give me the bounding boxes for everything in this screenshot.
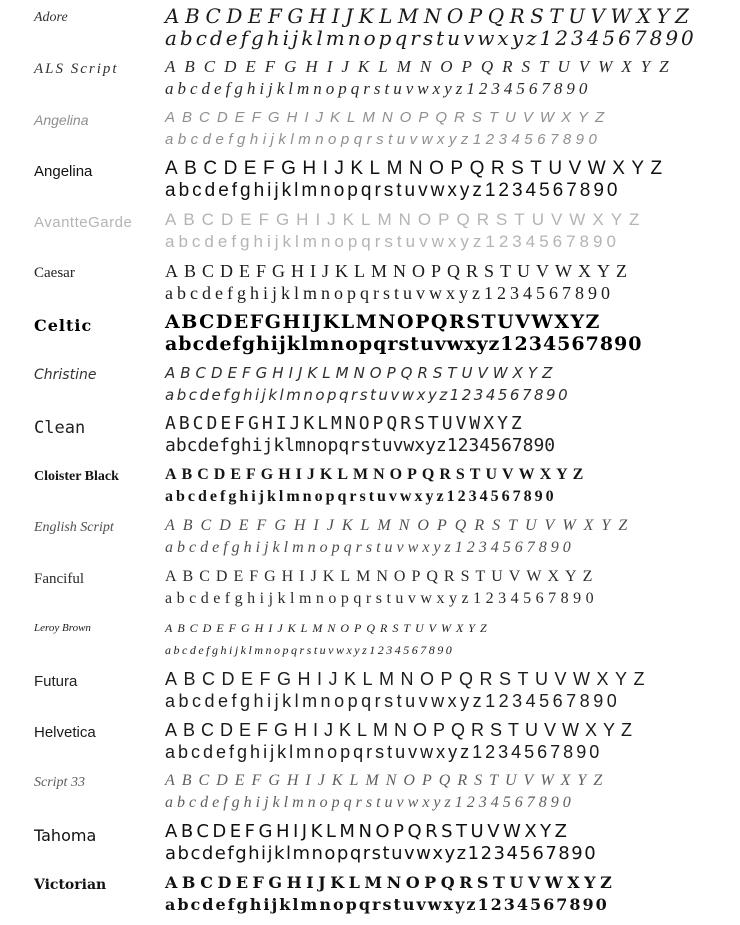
font-name: Adore <box>34 10 68 25</box>
font-sample <box>165 209 740 253</box>
lowercase-digits-sample: abcdefghijklmnopqrstuvwxyz1234567890 <box>165 643 455 657</box>
lowercase-digits-sample: abcdefghijklmnopqrstuvwxyz1234567890 <box>165 232 620 251</box>
uppercase-sample: ABCDEFGHIJKLMNOPQRSTUVWXYZ <box>165 821 571 842</box>
font-name: Helvetica <box>34 724 96 741</box>
uppercase-sample: ABCDEFGHIJKLMNOPQRSTUVWXYZ <box>165 466 589 483</box>
lowercase-digits-sample: abcdefghijklmnopqrstuvwxyz1234567890 <box>165 488 557 505</box>
font-row-caesar <box>0 260 740 311</box>
font-name: Angelina <box>34 163 93 180</box>
uppercase-sample: ABCDEFGHIJKLMNOPQRSTUVWXYZ <box>165 413 525 434</box>
lowercase-digits-sample: abcdefghijklmnopqrstuvwxyz1234567890 <box>165 180 621 201</box>
lowercase-digits-sample: abcdefghijklmnopqrstuvwxyz1234567890 <box>165 843 598 864</box>
font-row-tahoma <box>0 821 740 872</box>
uppercase-sample: ABCDEFGHIJKLMNOPQRSTUVWXYZ <box>165 261 634 281</box>
lowercase-digits-sample: abcdefghijklmnopqrstuvwxyz1234567890 <box>165 691 621 711</box>
font-row-christine <box>0 362 740 413</box>
lowercase-digits-sample: abcdefghijklmnopqrstuvwxyz1234567890 <box>165 895 609 914</box>
font-row-adore <box>0 5 740 56</box>
font-sample <box>165 872 740 916</box>
uppercase-sample: ABCDEFGHIJKLMNOPQRSTUVWXYZ <box>165 568 599 585</box>
font-row-clean <box>0 413 740 464</box>
font-sample <box>165 5 740 49</box>
font-row-helvetica <box>0 719 740 770</box>
font-row-fanciful <box>0 566 740 617</box>
font-name: Celtic <box>34 316 93 335</box>
uppercase-sample: ABCDEFGHIJKLMNOPQRSTUVWXYZ <box>165 311 601 333</box>
font-sample <box>165 719 740 763</box>
uppercase-sample: ABCDEFGHIJKLMNOPQRSTUVWXYZ <box>165 772 610 789</box>
uppercase-sample: ABCDEFGHIJKLMNOPQRSTUVWXYZ <box>165 210 647 229</box>
lowercase-digits-sample: abcdefghijklmnopqrstuvwxyz1234567890 <box>165 794 575 811</box>
lowercase-digits-sample: abcdefghijklmnopqrstuvwxyz1234567890 <box>165 283 614 303</box>
uppercase-sample: ABCDEFGHIJKLMNOPQRSTUVWXYZ <box>165 109 612 126</box>
font-name: Leroy Brown <box>34 622 91 634</box>
font-name: Tahoma <box>34 826 97 845</box>
lowercase-digits-sample: abcdefghijklmnopqrstuvwxyz1234567890 <box>165 590 599 607</box>
font-sample <box>165 515 740 559</box>
uppercase-sample: ABCDEFGHIJKLMNOPQRSTUVWXYZ <box>165 158 669 179</box>
font-row-angelina-script <box>0 107 740 158</box>
uppercase-sample: ABCDEFGHIJKLMNOPQRSTUVWXYZ <box>165 720 639 740</box>
font-sample <box>165 260 740 304</box>
font-sample <box>165 566 740 610</box>
font-sample <box>165 617 740 661</box>
font-name: Futura <box>34 673 78 690</box>
font-row-victorian <box>0 872 740 923</box>
lowercase-digits-sample: abcdefghijklmnopqrstuvwxyz1234567890 <box>165 26 697 50</box>
font-sample <box>165 668 740 712</box>
font-sample <box>165 821 740 865</box>
font-sample <box>165 107 740 151</box>
font-row-celtic <box>0 311 740 362</box>
font-sample <box>165 311 740 355</box>
font-row-script-33 <box>0 770 740 821</box>
uppercase-sample: ABCDEFGHIJKLMNOPQRSTUVWXYZ <box>165 517 636 534</box>
font-sample <box>165 464 740 508</box>
lowercase-digits-sample: abcdefghijklmnopqrstuvwxyz1234567890 <box>165 435 556 456</box>
font-name: Angelina <box>34 112 89 128</box>
font-row-futura <box>0 668 740 719</box>
font-sample <box>165 56 740 100</box>
font-sample <box>165 413 740 457</box>
font-row-cloister-black <box>0 464 740 515</box>
uppercase-sample: ABCDEFGHIJKLMNOPQRSTUVWXYZ <box>165 873 617 892</box>
font-row-angelina-plain <box>0 158 740 209</box>
font-name: Victorian <box>34 877 107 893</box>
font-name: AvantteGarde <box>34 214 133 231</box>
uppercase-sample: ABCDEFGHIJKLMNOPQRSTUVWXYZ <box>165 4 695 28</box>
font-name: English Script <box>34 520 114 535</box>
lowercase-digits-sample: abcdefghijklmnopqrstuvwxyz1234567890 <box>165 131 602 148</box>
lowercase-digits-sample: abcdefghijklmnopqrstuvwxyz1234567890 <box>165 386 571 404</box>
font-name: Script 33 <box>34 775 85 790</box>
font-name: Fanciful <box>34 571 84 587</box>
uppercase-sample: ABCDEFGHIJKLMNOPQRSTUVWXYZ <box>165 364 558 382</box>
lowercase-digits-sample: abcdefghijklmnopqrstuvwxyz1234567890 <box>165 333 643 355</box>
font-name: ALS Script <box>34 61 119 77</box>
font-name: Clean <box>34 418 86 438</box>
font-sample <box>165 158 740 202</box>
font-row-avanttegarde <box>0 209 740 260</box>
uppercase-sample: ABCDEFGHIJKLMNOPQRSTUVWXYZ <box>165 669 652 689</box>
font-name: Cloister Black <box>34 469 119 484</box>
uppercase-sample: ABCDEFGHIJKLMNOPQRSTUVWXYZ <box>165 57 678 76</box>
font-name: Christine <box>34 367 97 383</box>
font-sample <box>165 362 740 406</box>
uppercase-sample: ABCDEFGHIJKLMNOPQRSTUVWXYZ <box>165 621 492 635</box>
font-row-leroy-brown <box>0 617 740 668</box>
font-name: Caesar <box>34 265 75 281</box>
font-row-english-script <box>0 515 740 566</box>
lowercase-digits-sample: abcdefghijklmnopqrstuvwxyz1234567890 <box>165 742 603 762</box>
lowercase-digits-sample: abcdefghijklmnopqrstuvwxyz1234567890 <box>165 79 592 98</box>
font-row-als-script <box>0 56 740 107</box>
lowercase-digits-sample: abcdefghijklmnopqrstuvwxyz1234567890 <box>165 539 575 556</box>
font-sample <box>165 770 740 814</box>
